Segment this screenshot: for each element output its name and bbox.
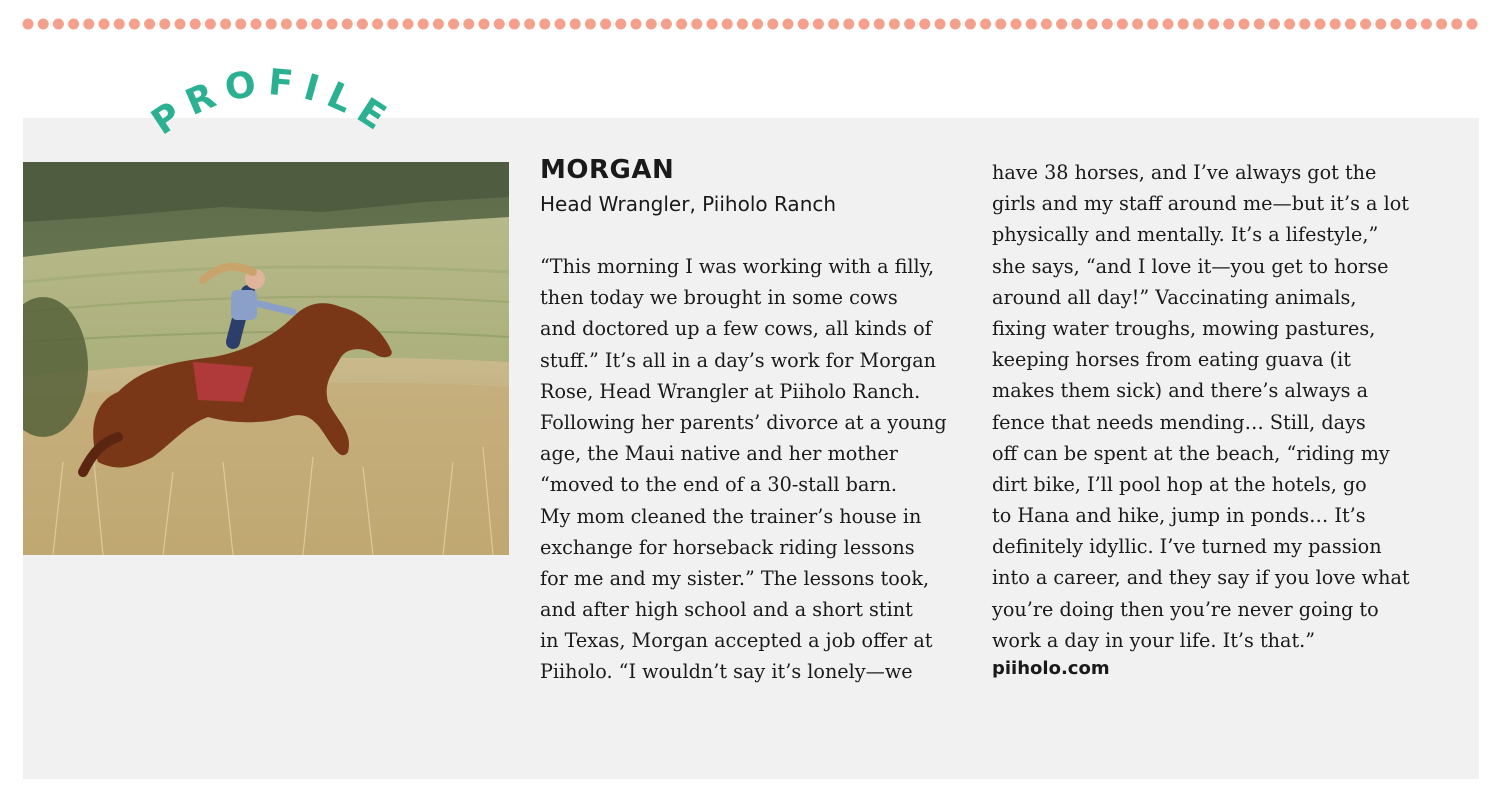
article-line: she says, “and I love it—you get to horse bbox=[992, 254, 1389, 278]
article-line: in Texas, Morgan accepted a job offer at bbox=[540, 629, 933, 653]
article-line: stuff.” It’s all in a day’s work for Morgan bbox=[540, 348, 937, 372]
article-line: definitely idyllic. I’ve turned my passion bbox=[992, 535, 1382, 559]
article-line: age, the Maui native and her mother bbox=[540, 442, 898, 466]
article-line: for me and my sister.” The lessons took, bbox=[540, 566, 930, 590]
article-line: dirt bike, I’ll pool hop at the hotels, go bbox=[992, 472, 1367, 496]
article-column-1 bbox=[540, 251, 947, 688]
profile-section-label bbox=[120, 60, 420, 170]
website-link[interactable]: piiholo.com bbox=[992, 658, 1110, 679]
article-line: My mom cleaned the trainer’s house in bbox=[540, 504, 922, 528]
article-line: you’re doing then you’re never going to bbox=[992, 597, 1379, 621]
article-line: work a day in your life. It’s that.” bbox=[992, 628, 1316, 652]
article-line: “This morning I was working with a filly, bbox=[540, 255, 935, 278]
article-line: and doctored up a few cows, all kinds of bbox=[540, 317, 932, 341]
article-line: physically and mentally. It’s a lifestyle,” bbox=[992, 223, 1379, 247]
article-line: girls and my staff around me—but it’s a lot bbox=[992, 192, 1409, 216]
profile-label-text: PROFILE bbox=[144, 62, 402, 144]
article-line: fixing water troughs, mowing pastures, bbox=[992, 316, 1376, 340]
article-line: Rose, Head Wrangler at Piiholo Ranch. bbox=[540, 379, 921, 403]
article-line: to Hana and hike, jump in ponds… It’s bbox=[992, 504, 1366, 528]
profile-name: MORGAN bbox=[540, 155, 675, 185]
article-line: and after high school and a short stint bbox=[540, 598, 913, 622]
article-line: exchange for horseback riding lessons bbox=[540, 535, 915, 559]
article-line: off can be spent at the beach, “riding my bbox=[992, 441, 1390, 465]
dotted-border-top bbox=[0, 0, 1500, 50]
profile-job-title: Head Wrangler, Piiholo Ranch bbox=[540, 192, 837, 216]
article-line: fence that needs mending… Still, days bbox=[992, 410, 1366, 434]
article-line: then today we brought in some cows bbox=[540, 286, 898, 310]
article-line: Piiholo. “I wouldn’t say it’s lonely—we bbox=[540, 660, 913, 684]
article-line: keeping horses from eating guava (it bbox=[992, 348, 1352, 372]
article-line: “moved to the end of a 30-stall barn. bbox=[540, 473, 898, 497]
article-line: makes them sick) and there’s always a bbox=[992, 379, 1369, 403]
article-column-2 bbox=[992, 157, 1410, 656]
article-line: around all day!” Vaccinating animals, bbox=[992, 285, 1357, 309]
svg-text:PROFILE bbox=[144, 62, 401, 144]
article-line: Following her parents’ divorce at a young bbox=[540, 410, 947, 434]
article-line: have 38 horses, and I’ve always got the bbox=[992, 161, 1377, 184]
article-line: into a career, and they say if you love what bbox=[992, 566, 1410, 590]
rider-photo bbox=[23, 162, 509, 555]
